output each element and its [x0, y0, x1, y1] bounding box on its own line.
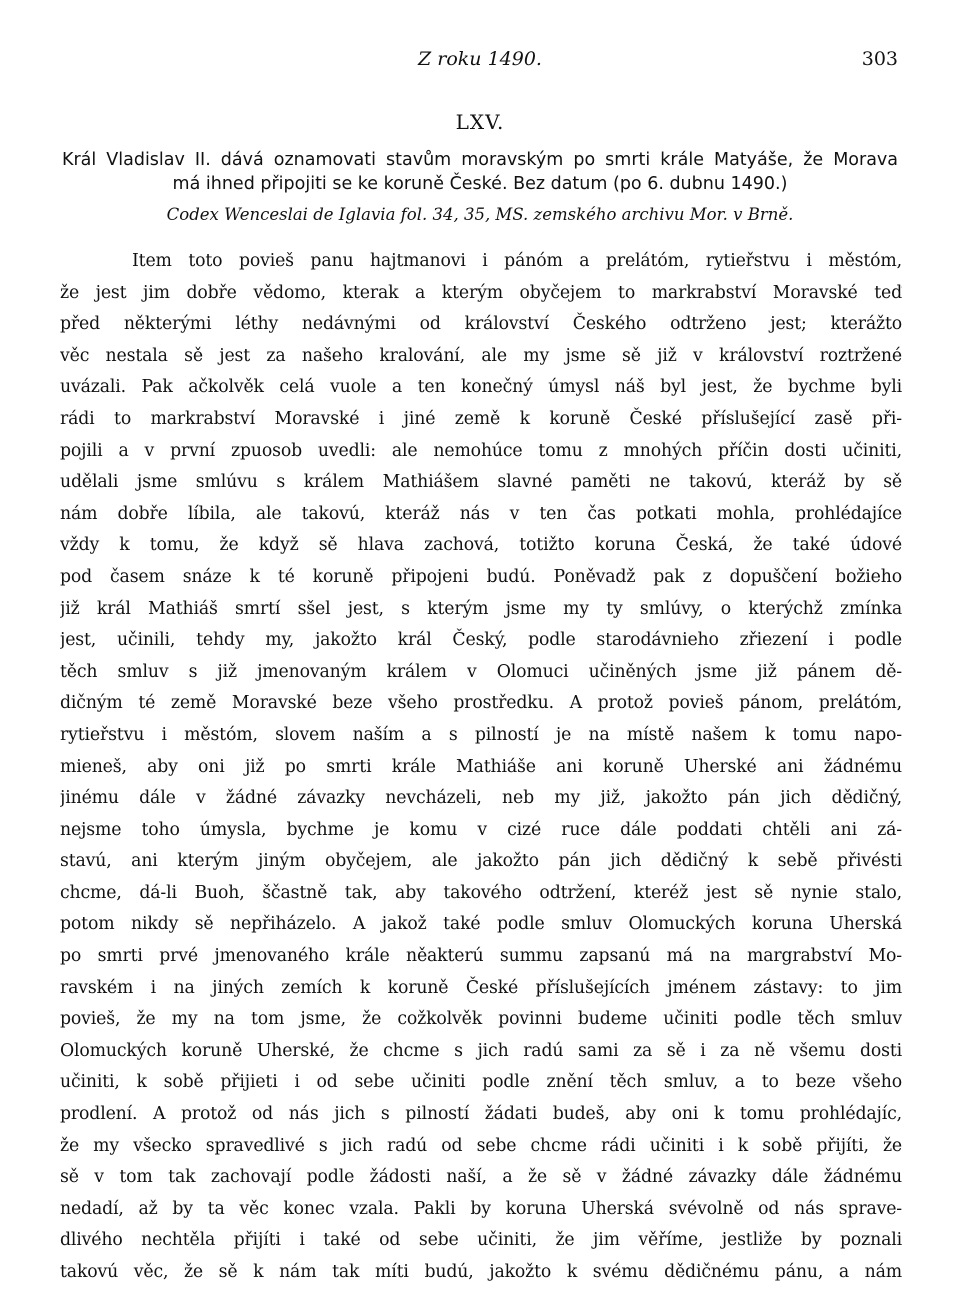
summary-line: Král Vladislav II. dává oznamovati stavům moravským po smrti krále Matyáše, že Morava	[62, 150, 898, 170]
text-line: prodlení. A protož od nás jich s pilností žádati budeš, aby oni k tomu prohlédajíc,	[60, 1104, 902, 1125]
text-line: že my všecko spravedlivé s jich radú od sebe chcme rádi učiniti i k sobě přijíti, že	[60, 1135, 902, 1156]
text-line: pod časem snáze k té koruně připojeni budú. Poněvadž pak z dopuščení božieho	[60, 566, 902, 587]
text-line: rytieřstvu i městóm, slovem naším a s pilností je na místě našem k tomu napo-	[60, 724, 902, 745]
text-line: dičným té země Moravské beze všeho prostředku. A protož povieš pánom, prelátóm,	[60, 693, 902, 714]
running-head	[62, 48, 898, 76]
source-citation: Codex Wenceslai de Iglavia fol. 34, 35, MS. zemského archivu Mor. v Brně.	[166, 205, 794, 224]
text-line: těch smluv s již jmenovaným králem v Olomuci učiněných jsme již pánem dě-	[60, 661, 902, 682]
text-line: již král Mathiáš smrtí sšel jest, s kterým jsme my ty smlúvy, o kterýchž zmínka	[60, 598, 902, 619]
text-line: uvázali. Pak ačkolvěk celá vuole a ten konečný úmysl náš byl jest, že bychme byli	[60, 377, 902, 398]
text-line: Olomuckých koruně Uherské, že chcme s jich radú sami za sě i za ně všemu dosti	[60, 1040, 902, 1061]
chapter-summary	[62, 148, 898, 196]
text-line: chcme, dá-li Buoh, ščastně tak, aby takového odtržení, kteréž jest sě nynie stalo,	[60, 882, 902, 903]
text-line: povieš, že my na tom jsme, že cožkolvěk povinni budeme učiniti podle těch smluv	[60, 1009, 902, 1030]
text-line: takovú věc, že sě k nám tak míti budú, jakožto k svému dědičnému pánu, a nám	[60, 1262, 902, 1282]
text-line: nedadí, až by ta věc konec vzala. Pakli by koruna Uherská svévolně od nás sprave-	[60, 1198, 902, 1219]
page-number: 303	[861, 48, 898, 70]
body-text	[60, 246, 902, 1289]
text-line: sě v tom tak zachovají podle žádosti naší, a že sě v žádné závazky dále žádnému	[60, 1167, 902, 1188]
text-line: dlivého nechtěla přijíti i také od sebe učiniti, že jim věříme, jestliže by poznali	[60, 1230, 902, 1251]
text-line: rádi to markrabství Moravské i jiné země k koruně České příslušející zasě při-	[60, 408, 902, 429]
text-line: mieneš, aby oni již po smrti krále Mathiáše ani koruně Uherské ani žádnému	[60, 756, 902, 777]
chapter-number: LXV.	[455, 110, 505, 134]
text-line: že jest jim dobře vědomo, kterak a kterým obyčejem to markrabství Moravské teď	[60, 282, 902, 303]
text-line: potom nikdy sě nepřiházelo. A jakož také podle smluv Olomuckých koruna Uherská	[60, 914, 902, 935]
text-line: učiniti, k sobě přijieti i od sebe učiniti podle znění těch smluv, a to beze všeho	[60, 1072, 902, 1093]
text-line: jest, učinili, tehdy my, jakožto král Český, podle starodávnieho zřiezení i podle	[60, 630, 902, 651]
text-line: po smrti prvé jmenovaného krále něakterú summu zapsanú má na margrabství Mo-	[60, 946, 902, 967]
text-line: Item toto povieš panu hajtmanovi i pánóm a prelátóm, rytieřstvu i městóm,	[132, 251, 902, 271]
text-line: pojili a v první zpuosob uvedli: ale nemohúce tomu z mnohých příčin dosti učiniti,	[60, 440, 902, 461]
text-line: vždy k tomu, že když sě hlava zachová, totižto koruna Česká, že také údové	[60, 535, 902, 556]
text-line: stavú, ani kterým jiným obyčejem, ale jakožto pán jich dědičný k sebě přivésti	[60, 851, 902, 872]
text-line: nejsme toho úmysla, bychme je komu v cizé ruce dále poddati chtěli ani zá-	[60, 819, 902, 840]
text-line: ravském i na jiných zemích k koruně České příslušejících jménem zástavy: to jim	[60, 977, 902, 998]
text-line: před některými léthy nedávnými od království Českého odtrženo jest; kterážto	[60, 314, 902, 335]
text-line: udělali jsme smlúvu s králem Mathiášem slavné paměti ne takovú, kteráž by sě	[60, 472, 902, 493]
text-line: věc nestala sě jest za našeho kralování, ale my jsme sě již v království roztržené	[60, 345, 902, 366]
text-line: jinému dále v žádné závazky nevcházeli, neb my již, jakožto pán jich dědičný,	[60, 788, 902, 809]
text-line: nám dobře líbila, ale takovú, kteráž nás v ten čas potkati mohla, prohlédajíce	[60, 503, 902, 524]
running-title: Z roku 1490.	[418, 48, 542, 70]
summary-line: má ihned připojiti se ke koruně České. Bez datum (po 6. dubnu 1490.)	[172, 174, 788, 194]
